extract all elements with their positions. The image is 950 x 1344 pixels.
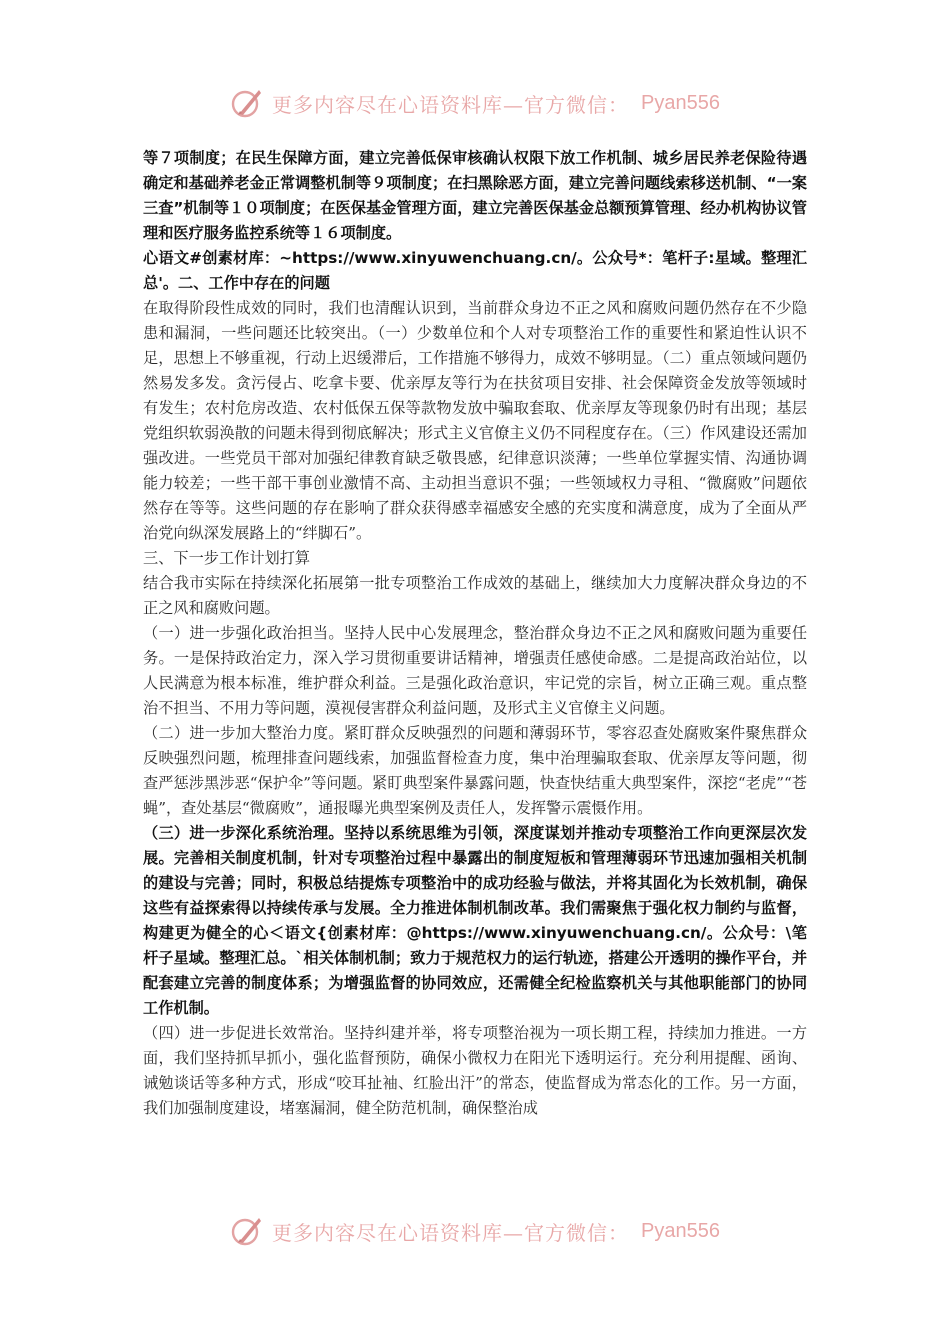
paragraph-2: 心语文#创素材库：~https://www.xinyuwenchuang.cn/。公众号*：笔杆子:星域。整理汇总'。二、工作中存在的问题	[143, 249, 807, 292]
paragraph-1: 等７项制度；在民生保障方面，建立完善低保审核确认权限下放工作机制、城乡居民养老保险待遇确定和基础养老金正常调整机制等９项制度；在扫黑除恶方面，建立完善问题线索移送机制、“一案三查”机制等１０项制度；在医保基金管理方面，建立完善医保基金总额预算管理、经办机构协议管理和医疗服务监控系统等１６项制度。	[143, 149, 807, 242]
paragraph-8: （三）进一步深化系统治理。坚持以系统思维为引领，深度谋划并推动专项整治工作向更深层次发展。完善相关制度机制，针对专项整治过程中暴露出的制度短板和管理薄弱环节迅速加强相关机制的建设与完善；同时，积极总结提炼专项整治中的成功经验与做法，并将其固化为长效机制，确保这些有益探索得以持续传承与发展。全力推进体制机制改革。我们需聚焦于强化权力制约与监督，构建更为健全的心＜语文{创素材库：@https://www.xinyuwenchuang.cn/。公众号：\笔杆子星域。整理汇总。`相关体制机制；致力于规范权力的运行轨迹，搭建公开透明的操作平台，并配套建立完善的制度体系；为增强监督的协同效应，还需健全纪检监察机关与其他职能部门的协同工作机制。	[143, 824, 807, 1017]
paragraph-6: （一）进一步强化政治担当。坚持人民中心发展理念，整治群众身边不正之风和腐败问题为重要任务。一是保持政治定力，深入学习贯彻重要讲话精神，增强责任感使命感。二是提高政治站位，以人民满意为根本标准，维护群众利益。三是强化政治意识，牢记党的宗旨，树立正确三观。重点整治不担当、不用力等问题，漠视侵害群众利益问题，及形式主义官僚主义问题。	[143, 624, 807, 717]
watermark-text: 更多内容尽在心语资料库—官方微信：	[272, 92, 630, 117]
section-heading-3: 三、下一步工作计划打算	[143, 549, 311, 567]
paragraph-3: 在取得阶段性成效的同时，我们也清醒认识到，当前群众身边不正之风和腐败问题仍然存在不少隐患和漏洞，一些问题还比较突出。（一）少数单位和个人对专项整治工作的重要性和紧迫性认识不足，思想上不够重视，行动上迟缓滞后，工作措施不够得力，成效不够明显。（二）重点领域问题仍然易发多发。贪污侵占、吃拿卡要、优亲厚友等行为在扶贫项目安排、社会保障资金发放等领域时有发生；农村危房改造、农村低保五保等款物发放中骗取套取、优亲厚友等现象仍时有出现；基层党组织软弱涣散的问题未得到彻底解决；形式主义官僚主义仍不同程度存在。（三）作风建设还需加强改进。一些党员干部对加强纪律教育缺乏敬畏感，纪律意识淡薄；一些单位掌握实情、沟通协调能力较差；一些干部干事创业激情不高、主动担当意识不强；一些领域权力寻租、“微腐败”问题依然存在等等。这些问题的存在影响了群众获得感幸福感安全感的充实度和满意度，成为了全面从严治党向纵深发展路上的“绊脚石”。	[143, 299, 807, 542]
paragraph-9: （四）进一步促进长效常治。坚持纠建并举，将专项整治视为一项长期工程，持续加力推进。一方面，我们坚持抓早抓小，强化监督预防，确保小微权力在阳光下透明运行。充分利用提醒、函询、诫勉谈话等多种方式，形成“咬耳扯袖、红脸出汗”的常态，使监督成为常态化的工作。另一方面，我们加强制度建设，堵塞漏洞，健全防范机制，确保整治成	[143, 1024, 807, 1117]
quill-pen-logo-icon	[230, 86, 264, 120]
watermark-wechat-id: Pyan556	[641, 1219, 720, 1242]
watermark-footer	[0, 1214, 950, 1248]
paragraph-5: 结合我市实际在持续深化拓展第一批专项整治工作成效的基础上，继续加大力度解决群众身边的不正之风和腐败问题。	[143, 574, 807, 617]
watermark-wechat-id: Pyan556	[641, 91, 720, 114]
quill-pen-logo-icon	[230, 1214, 264, 1248]
watermark-text: 更多内容尽在心语资料库—官方微信：	[272, 1220, 630, 1245]
watermark-header	[0, 86, 950, 120]
paragraph-7: （二）进一步加大整治力度。紧盯群众反映强烈的问题和薄弱环节，零容忍查处腐败案件聚焦群众反映强烈问题，梳理排查问题线索，加强监督检查力度，集中治理骗取套取、优亲厚友等问题，彻查严惩涉黑涉恶“保护伞”等问题。紧盯典型案件暴露问题，快查快结重大典型案件，深挖“老虎”“苍蝇”，查处基层“微腐败”，通报曝光典型案例及责任人，发挥警示震慑作用。	[143, 724, 807, 817]
document-body	[143, 146, 807, 1121]
